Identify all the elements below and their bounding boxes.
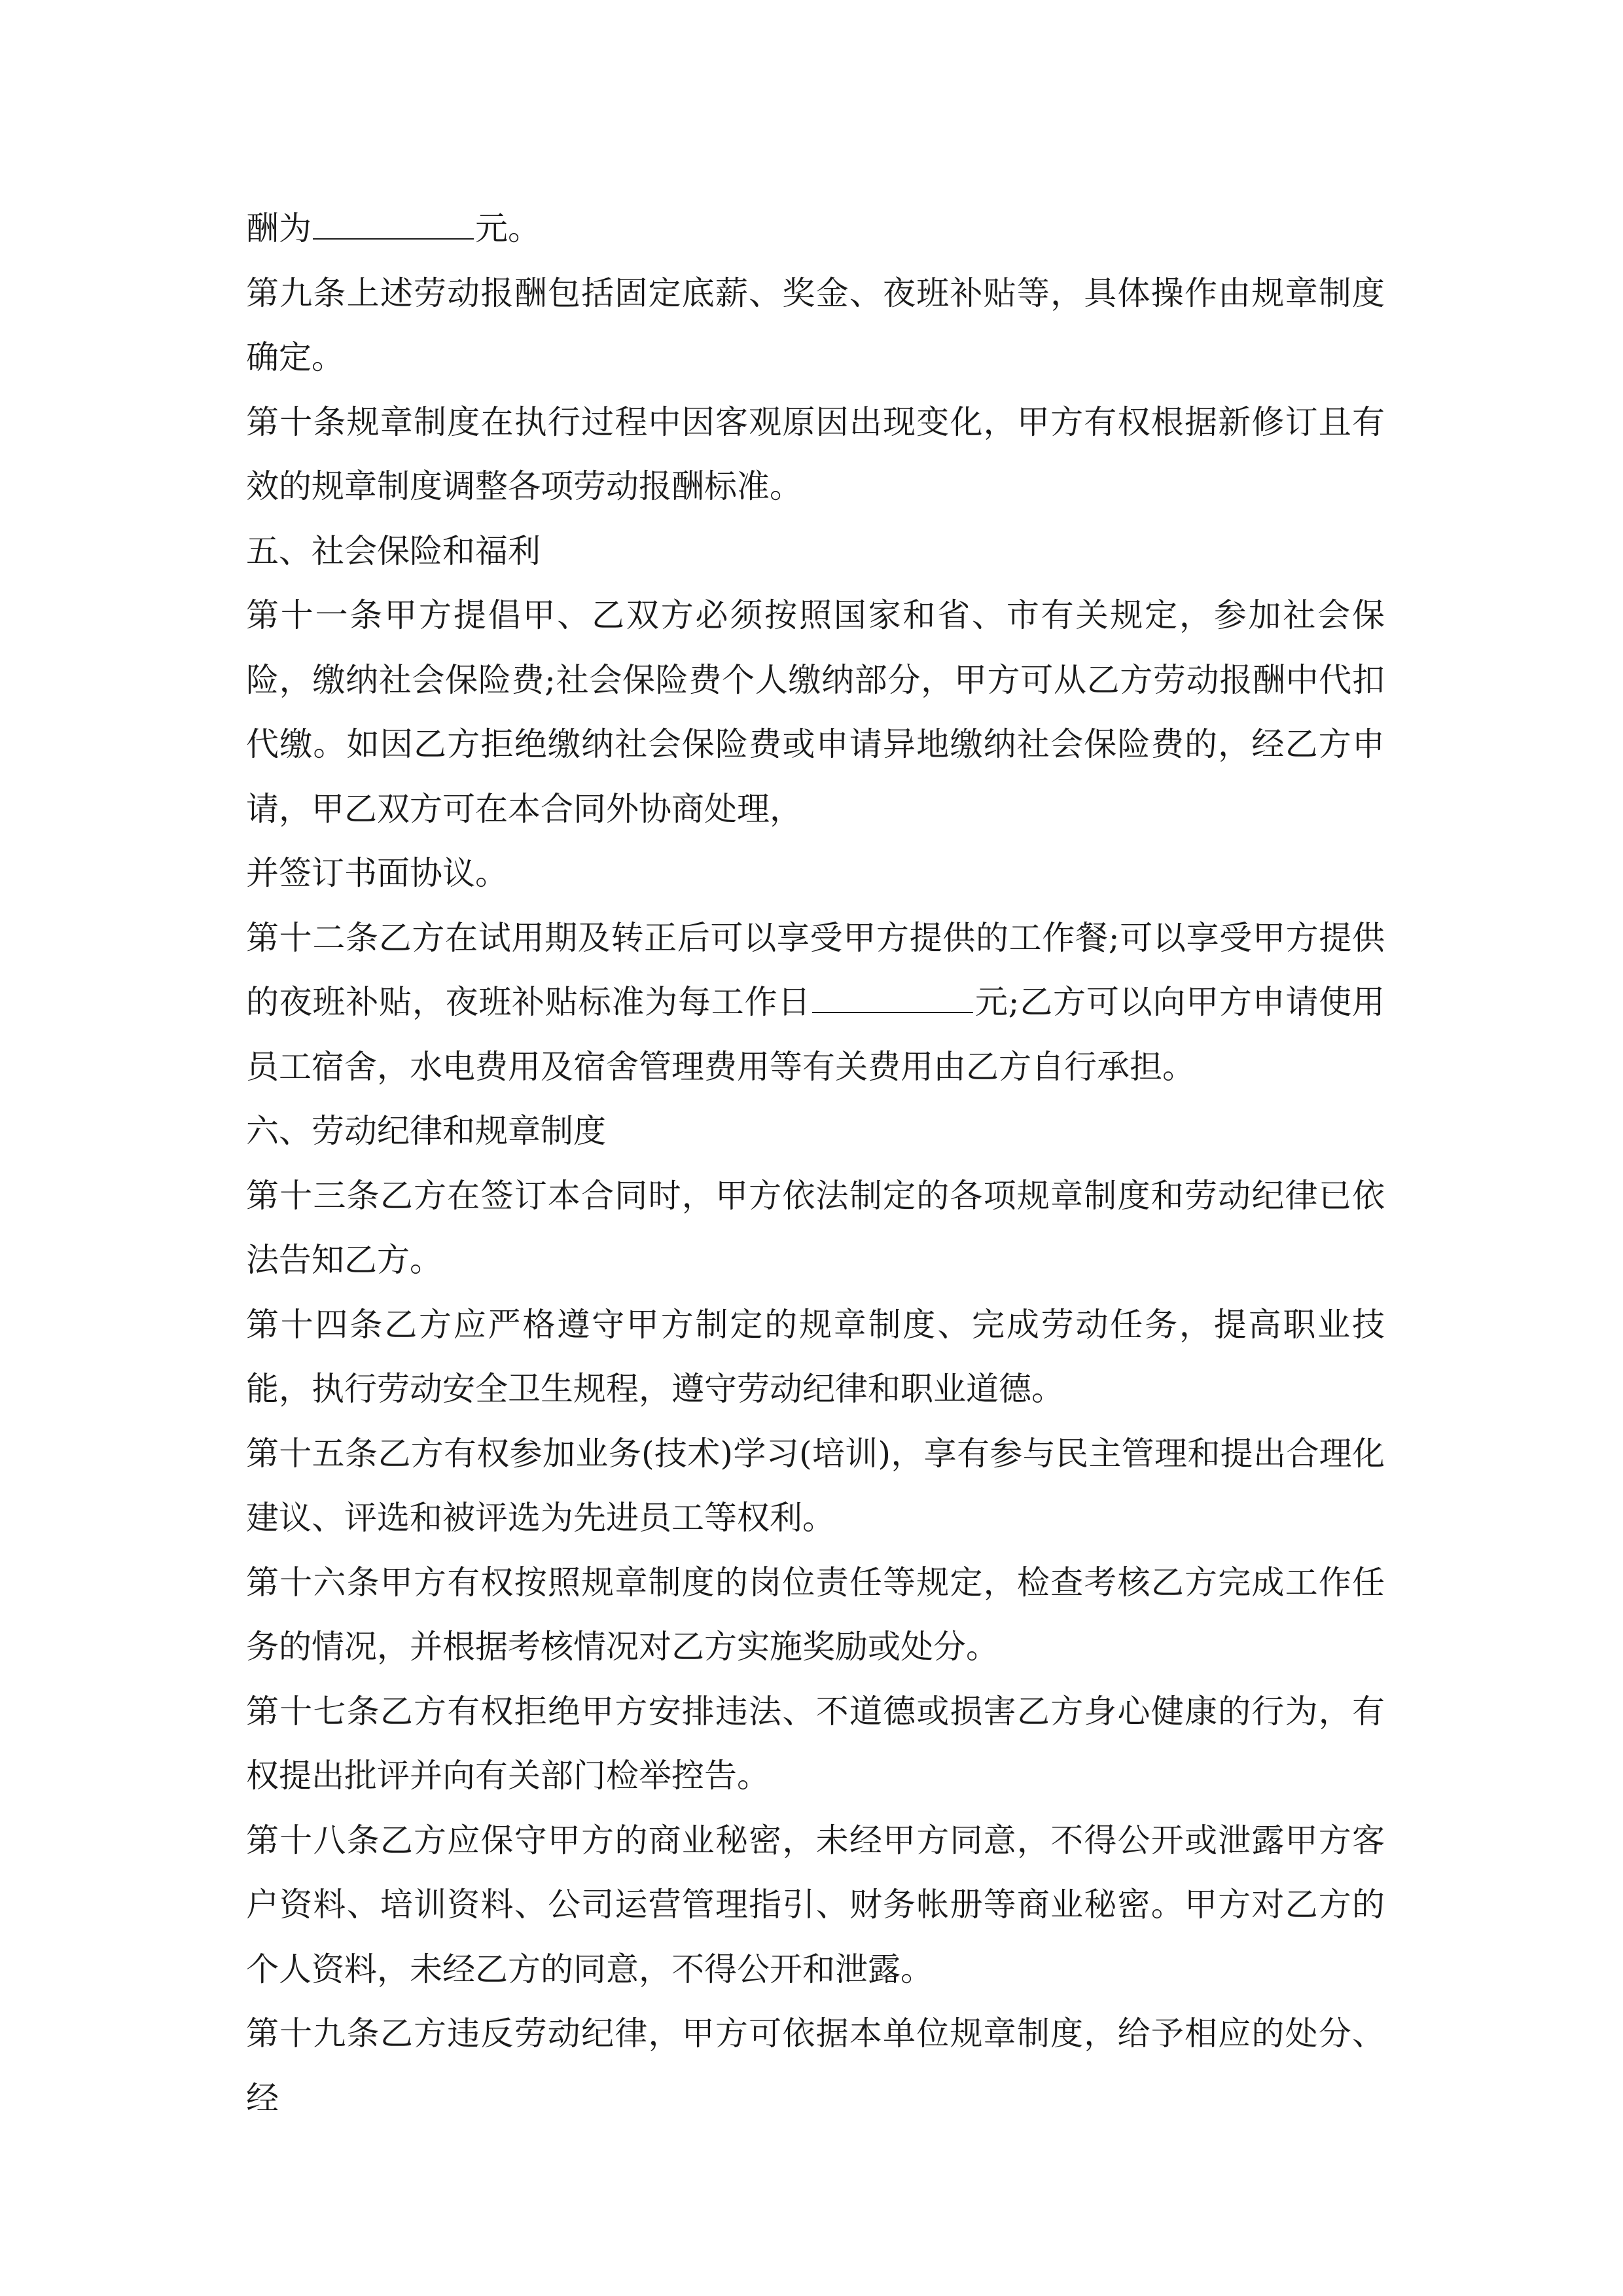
clause-13: 第十三条乙方在签订本合同时，甲方依法制定的各项规章制度和劳动纪律已依法告知乙方。 [246, 1176, 1385, 1279]
fill-in-blank-salary [313, 199, 474, 240]
paragraph-text-after: 元;乙方可以向甲方申请使用员工宿舍，水电费用及宿舍管理费用等有关费用由乙方自行承担。 [246, 983, 1385, 1086]
paragraph-text-after: 元。 [475, 209, 541, 247]
clause-9: 第九条上述劳动报酬包括固定底薪、奖金、夜班补贴等，具体操作由规章制度确定。 [246, 274, 1385, 376]
clause-17: 第十七条乙方有权拒绝甲方安排违法、不道德或损害乙方身心健康的行为，有权提出批评并向有关部门检举控告。 [246, 1692, 1385, 1795]
fill-in-blank-night-allowance [812, 973, 973, 1013]
clause-19: 第十九条乙方违反劳动纪律，甲方可依据本单位规章制度，给予相应的处分、经 [246, 2015, 1385, 2117]
clause-11-continuation: 并签订书面协议。 [246, 854, 508, 892]
clause-12 [246, 906, 1385, 1100]
paragraph-salary-blank [246, 196, 1385, 261]
clause-11: 第十一条甲方提倡甲、乙双方必须按照国家和省、市有关规定，参加社会保险，缴纳社会保险费;社会保险费个人缴纳部分，甲方可从乙方劳动报酬中代扣代缴。如因乙方拒绝缴纳社会保险费或申请异地缴纳社会保险费的，经乙方申请，甲乙双方可在本合同外协商处理， [246, 596, 1385, 828]
section-heading-social-insurance: 五、社会保险和福利 [246, 531, 541, 570]
clause-18: 第十八条乙方应保守甲方的商业秘密，未经甲方同意，不得公开或泄露甲方客户资料、培训资料、公司运营管理指引、财务帐册等商业秘密。甲方对乙方的个人资料，未经乙方的同意，不得公开和泄露。 [246, 1821, 1385, 1988]
document-body [246, 196, 1385, 2130]
clause-14: 第十四条乙方应严格遵守甲方制定的规章制度、完成劳动任务，提高职业技能，执行劳动安全卫生规程，遵守劳动纪律和职业道德。 [246, 1305, 1385, 1408]
section-heading-labor-discipline: 六、劳动纪律和规章制度 [246, 1112, 606, 1150]
paragraph-text-before: 第十二条乙方在试用期及转正后可以享受甲方提供的工作餐;可以享受甲方提供的夜班补贴，夜班补贴标准为每工作日 [246, 918, 1385, 1021]
clause-15: 第十五条乙方有权参加业务(技术)学习(培训)，享有参与民主管理和提出合理化建议、评选和被评选为先进员工等权利。 [246, 1434, 1385, 1537]
clause-10: 第十条规章制度在执行过程中因客观原因出现变化，甲方有权根据新修订且有效的规章制度调整各项劳动报酬标准。 [246, 403, 1385, 505]
paragraph-text-before: 酬为 [246, 209, 312, 247]
clause-16: 第十六条甲方有权按照规章制度的岗位责任等规定，检查考核乙方完成工作任务的情况，并根据考核情况对乙方实施奖励或处分。 [246, 1563, 1385, 1666]
